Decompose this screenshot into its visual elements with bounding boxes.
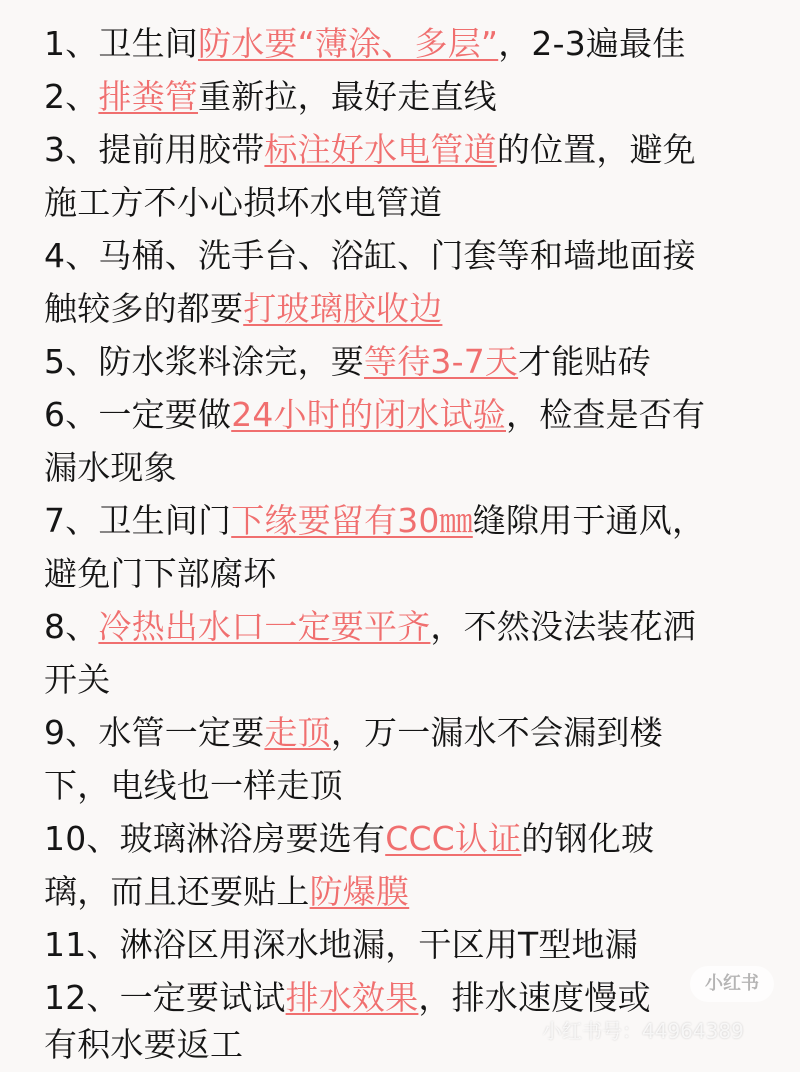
line-5 (44, 229, 696, 283)
line-3 (44, 123, 696, 177)
line-12-highlight-1: 冷热出水口一定要平齐 (98, 607, 431, 646)
line-1 (44, 17, 686, 71)
line-14 (44, 706, 663, 760)
line-17-text-1: 璃，而且还要贴上 (44, 872, 310, 911)
line-7 (44, 335, 651, 389)
line-9 (44, 441, 177, 495)
line-16-text-1: 10、玻璃淋浴房要选有 (44, 819, 386, 858)
line-2-text-1: 2、 (44, 77, 99, 116)
line-7-highlight-1: 等待3-7天 (364, 342, 519, 381)
line-16-text-2: 的钢化玻 (521, 819, 655, 858)
watermark-logo: 小红书 (690, 966, 774, 1002)
line-20 (44, 1018, 243, 1072)
line-12 (44, 600, 696, 654)
line-19-highlight-1: 排水效果 (285, 978, 419, 1017)
line-15-text-1: 下，电线也一样走顶 (44, 766, 343, 805)
line-13 (44, 653, 110, 707)
line-8 (44, 388, 705, 442)
line-12-text-2: ，不然没法装花洒 (430, 607, 697, 646)
line-14-highlight-1: 走顶 (264, 713, 331, 752)
line-2-highlight-1: 排粪管 (98, 77, 199, 116)
line-1-highlight-1: 防水要“薄涂、多层” (198, 24, 499, 63)
line-19-text-1: 12、一定要试试 (44, 978, 286, 1017)
line-18-text-1: 11、淋浴区用深水地漏，干区用T型地漏 (44, 925, 638, 964)
line-4-text-1: 施工方不小心损坏水电管道 (44, 183, 443, 222)
line-3-text-2: 的位置，避免 (496, 130, 697, 169)
line-10-highlight-1: 下缘要留有30㎜ (231, 501, 473, 540)
line-20-text-1: 有积水要返工 (44, 1025, 244, 1064)
line-13-text-1: 开关 (44, 660, 111, 699)
line-7-text-2: 才能贴砖 (518, 342, 651, 381)
line-11-text-1: 避免门下部腐坏 (44, 554, 277, 593)
line-8-highlight-1: 24小时的闭水试验 (231, 395, 506, 434)
line-8-text-2: ，检查是否有 (506, 395, 706, 434)
line-4 (44, 176, 442, 230)
line-18 (44, 918, 638, 972)
line-8-text-1: 6、一定要做 (44, 395, 232, 434)
line-17-highlight-1: 防爆膜 (309, 872, 410, 911)
line-11 (44, 547, 276, 601)
line-17 (44, 865, 409, 919)
line-6-highlight-1: 打玻璃胶收边 (243, 289, 443, 328)
line-14-text-2: ，万一漏水不会漏到楼 (330, 713, 663, 752)
line-10-text-2: 缝隙用于通风， (472, 501, 706, 540)
line-5-text-1: 4、马桶、洗手台、浴缸、门套等和墙地面接 (44, 236, 696, 275)
line-15 (44, 759, 343, 813)
line-7-text-1: 5、防水浆料涂完，要 (44, 342, 364, 381)
line-1-text-1: 1、卫生间 (44, 24, 198, 63)
line-19-text-2: ，排水速度慢或 (418, 978, 651, 1017)
line-10 (44, 494, 705, 548)
line-16 (44, 812, 654, 866)
line-3-highlight-1: 标注好水电管道 (264, 130, 497, 169)
line-10-text-1: 7、卫生间门 (44, 501, 232, 540)
line-16-highlight-1: CCC认证 (385, 819, 522, 858)
line-12-text-1: 8、 (44, 607, 99, 646)
line-2-text-2: 重新拉，最好走直线 (198, 77, 497, 116)
line-9-text-1: 漏水现象 (44, 448, 177, 487)
line-14-text-1: 9、水管一定要 (44, 713, 265, 752)
watermark-text: 小红书号：44964389 (542, 1019, 744, 1043)
line-3-text-1: 3、提前用胶带 (44, 130, 265, 169)
line-6-text-1: 触较多的都要 (44, 289, 244, 328)
line-1-text-2: ，2-3遍最佳 (498, 24, 686, 63)
line-6 (44, 282, 442, 336)
line-2 (44, 70, 497, 124)
